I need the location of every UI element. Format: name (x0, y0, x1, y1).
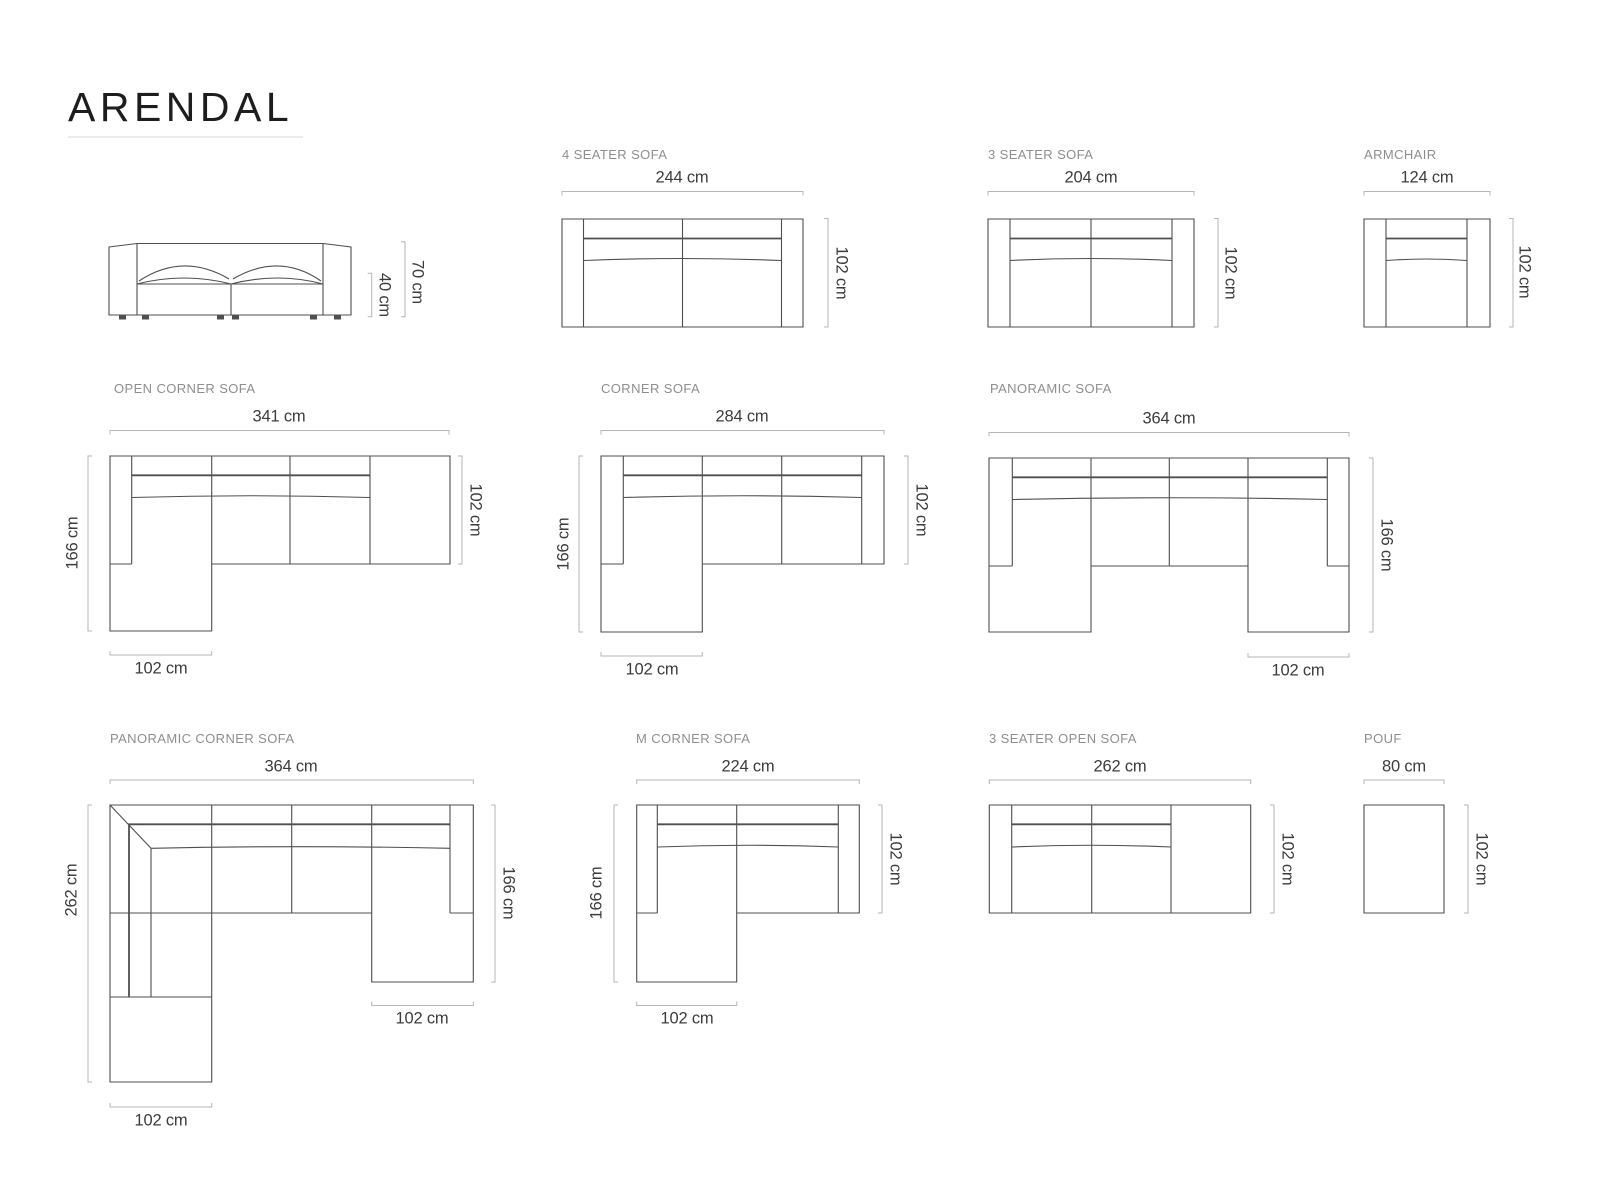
product-label-panoramic-sofa: PANORAMIC SOFA (990, 381, 1112, 396)
dims-corner-sofa (579, 431, 908, 657)
page-title: ARENDAL (68, 84, 294, 130)
dim-3-seater-depth: 102 cm (1221, 246, 1240, 300)
outline-panoramic-sofa (989, 458, 1349, 632)
outline-corner-sofa (601, 456, 884, 632)
dim-armchair-width: 124 cm (1400, 168, 1454, 187)
side-view-cushions (137, 266, 323, 284)
dims-m-corner-sofa (614, 780, 882, 1006)
dim-side-view-overall-height: 70 cm (408, 260, 427, 304)
seatline-open-corner-sofa (132, 496, 370, 498)
outline-pouf (1364, 805, 1444, 913)
dim-4-seater-depth: 102 cm (832, 246, 851, 300)
seatline-corner-sofa (623, 496, 861, 498)
product-label-panoramic-corner-sofa: PANORAMIC CORNER SOFA (110, 731, 295, 746)
dim-corner-depth: 102 cm (912, 483, 931, 537)
dim-3-seater-width: 204 cm (1064, 168, 1118, 187)
product-label-3-seater-sofa: 3 SEATER SOFA (988, 147, 1094, 162)
dim-pouf-depth: 102 cm (1472, 832, 1491, 886)
dim-panoramic-corner-side-depth: 262 cm (62, 863, 81, 917)
dim-side-view-seat-height: 40 cm (375, 273, 394, 317)
dim-armchair-depth: 102 cm (1515, 245, 1534, 299)
dim-panoramic-depth-total: 166 cm (1377, 518, 1396, 572)
dim-panoramic-corner-chaise-left: 102 cm (134, 1111, 188, 1130)
dims-3-seater-sofa (988, 192, 1218, 328)
backline-panoramic-corner-sofa (129, 824, 450, 997)
dims-pouf (1364, 780, 1468, 913)
product-label-3-seater-open-sofa: 3 SEATER OPEN SOFA (989, 731, 1137, 746)
dim-open-corner-width: 341 cm (252, 407, 306, 426)
side-view-sofa-outline (109, 244, 351, 316)
side-view-feet (119, 315, 341, 320)
outline-3-seater-sofa (988, 219, 1194, 327)
seatline-panoramic-corner-sofa (151, 847, 450, 849)
outline-3-seater-open-sofa (989, 805, 1250, 913)
product-label-4-seater-sofa: 4 SEATER SOFA (562, 147, 668, 162)
dim-m-corner-depth-total: 166 cm (587, 866, 606, 920)
dim-panoramic-corner-chaise-right: 102 cm (395, 1009, 449, 1028)
dims-panoramic-sofa (989, 433, 1373, 658)
dimension-lines (88, 192, 1513, 1108)
dim-4-seater-width: 244 cm (655, 168, 709, 187)
dim-open-corner-chaise-width: 102 cm (134, 659, 188, 678)
dims-open-corner-sofa (88, 431, 462, 656)
dim-panoramic-width: 364 cm (1142, 409, 1196, 428)
dims-4-seater-sofa (562, 192, 828, 328)
dim-m-corner-chaise-width: 102 cm (660, 1009, 714, 1028)
dim-3-seater-open-width: 262 cm (1093, 757, 1147, 776)
dim-pouf-width: 80 cm (1382, 757, 1426, 776)
outline-armchair (1364, 219, 1490, 327)
dim-panoramic-corner-width: 364 cm (264, 757, 318, 776)
dim-m-corner-width: 224 cm (721, 757, 775, 776)
dim-corner-chaise-width: 102 cm (625, 660, 679, 679)
dim-panoramic-chaise-width: 102 cm (1271, 661, 1325, 680)
seatline-m-corner-sofa (657, 845, 838, 847)
product-label-pouf: POUF (1364, 731, 1402, 746)
dim-open-corner-depth: 102 cm (466, 483, 485, 537)
dim-corner-depth-total: 166 cm (554, 517, 573, 571)
product-label-m-corner-sofa: M CORNER SOFA (636, 731, 751, 746)
outline-open-corner-sofa (110, 456, 450, 631)
outline-m-corner-sofa (637, 805, 860, 982)
product-label-armchair: ARMCHAIR (1364, 147, 1437, 162)
outline-4-seater-sofa (562, 219, 803, 327)
product-label-corner-sofa: CORNER SOFA (601, 381, 701, 396)
product-label-open-corner-sofa: OPEN CORNER SOFA (114, 381, 256, 396)
dim-corner-width: 284 cm (715, 407, 769, 426)
dim-panoramic-corner-depth-total: 166 cm (499, 866, 518, 920)
dim-3-seater-open-depth: 102 cm (1278, 832, 1297, 886)
dim-open-corner-depth-total: 166 cm (63, 516, 82, 570)
seatline-armchair (1386, 259, 1467, 261)
sofa-outlines (109, 219, 1490, 1082)
backrest-lines (129, 239, 1467, 998)
dim-m-corner-depth: 102 cm (886, 832, 905, 886)
